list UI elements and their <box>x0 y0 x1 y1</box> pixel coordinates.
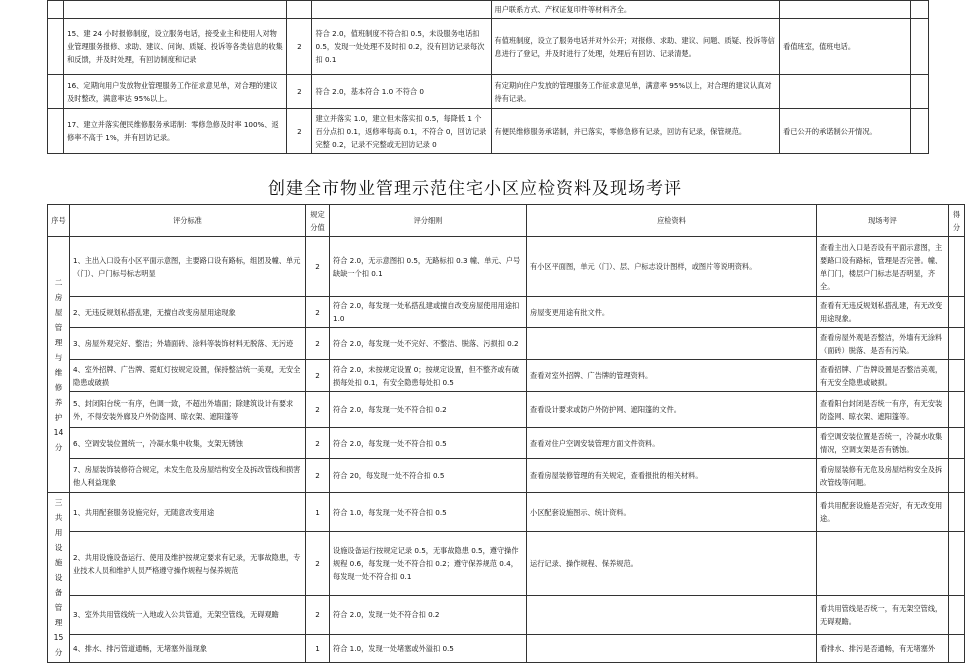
table-row <box>48 297 965 328</box>
score-cell: 2 <box>306 595 330 634</box>
score-cell: 2 <box>306 297 330 328</box>
category-cell <box>48 19 64 75</box>
criteria-cell: 5、封闭阳台统一有序，色调一致，不超出外墙面；除建筑设计有要求外，不得安装外廊及户外防盗网、晾衣架、遮阳篷等 <box>70 392 306 428</box>
header-material: 应检资料 <box>527 205 817 237</box>
get-score-cell <box>949 428 965 459</box>
detail-cell: 建立并落实 1.0，建立但未落实扣 0.5，每降低 1 个百分点扣 0.1，返修率每高 0.1，不符合 0，回访记录完整 0.2，记录不完整或无回访记录 0 <box>312 109 491 154</box>
detail-cell: 符合 20，每发现一处不符合扣 0.5 <box>330 459 527 493</box>
inspection-table <box>47 204 965 663</box>
table-row <box>48 428 965 459</box>
detail-cell: 符合 2.0，每发现一处私搭乱建或擅自改变房屋使用用途扣 1.0 <box>330 297 527 328</box>
detail-cell: 符合 2.0，无示意图扣 0.5，无路标扣 0.3 幢、单元、户号缺缺一个扣 0.1 <box>330 237 527 297</box>
score-cell: 2 <box>287 19 312 75</box>
get-score-cell <box>949 595 965 634</box>
header-row <box>48 205 965 237</box>
review-cell: 看共用配套设施是否完好，有无改变用途。 <box>817 493 949 532</box>
review-cell: 看排水、排污是否通畅，有无堵塞外 <box>817 635 949 663</box>
table-row <box>48 19 929 75</box>
table-row <box>48 532 965 595</box>
detail-cell: 符合 1.0，发现一处堵塞或外溢扣 0.5 <box>330 635 527 663</box>
header-get-score: 得分 <box>949 205 965 237</box>
table-row <box>48 328 965 360</box>
review-cell: 查看有无违反规划私搭乱建，有无改变用途现象。 <box>817 297 949 328</box>
previous-page-table <box>47 0 929 154</box>
criteria-cell: 16、定期向用户发放物业管理服务工作征求意见单，对合理的建议及时整改，满意率达 95%以上。 <box>64 75 287 109</box>
header-seq: 序号 <box>48 205 70 237</box>
detail-cell: 符合 2.0，未按规定设置 0；按规定设置，但不整齐或有破损每处扣 0.1，有安全隐患每处扣 0.5 <box>330 360 527 392</box>
category-cell: 二房屋管理与维修养护 14 分 <box>48 237 70 493</box>
material-cell: 有小区平面图，单元（门）、层、户标志设计图样，或图片等说明资料。 <box>527 237 817 297</box>
score-cell: 2 <box>287 75 312 109</box>
table-row <box>48 75 929 109</box>
table-row <box>48 109 929 154</box>
review-cell: 看已公开的承诺制公开情况。 <box>780 109 911 154</box>
detail-cell: 符合 2.0，每发现一处不符合扣 0.2 <box>330 392 527 428</box>
page-title: 创建全市物业管理示范住宅小区应检资料及现场考评 <box>268 179 682 199</box>
detail-cell: 符合 2.0，基本符合 1.0 不符合 0 <box>312 75 491 109</box>
score-cell: 2 <box>306 392 330 428</box>
criteria-cell <box>64 1 287 19</box>
category-cell <box>48 75 64 109</box>
review-cell: 查看房屋外观是否整洁，外墙有无涂料（面砖）脱落、是否有污染。 <box>817 328 949 360</box>
criteria-cell: 3、房屋外观完好、整洁；外墙面砖、涂料等装饰材料无脱落、无污迹 <box>70 328 306 360</box>
get-score-cell <box>949 360 965 392</box>
score-cell: 1 <box>306 635 330 663</box>
table-row <box>48 360 965 392</box>
material-cell: 小区配套设施图示、统计资料。 <box>527 493 817 532</box>
criteria-cell: 1、共用配套服务设施完好，无随意改变用途 <box>70 493 306 532</box>
get-score-cell <box>949 532 965 595</box>
score-cell: 2 <box>306 428 330 459</box>
material-cell: 运行记录、操作规程、保养规范。 <box>527 532 817 595</box>
material-cell: 房屋变更用途有批文件。 <box>527 297 817 328</box>
criteria-cell: 2、共用设施设备运行、使用及维护按规定要求有记录，无事故隐患，专业技术人员和维护人员严格遵守操作规程与保养规范 <box>70 532 306 595</box>
header-criteria: 评分标准 <box>70 205 306 237</box>
get-score-cell <box>949 493 965 532</box>
table-row <box>48 1 929 19</box>
score-cell: 2 <box>287 109 312 154</box>
detail-cell: 设施设备运行按规定记录 0.5，无事故隐患 0.5，遵守操作规程 0.6，每发现一处不符合扣 0.2；遵守保养规范 0.4，每发现一处不符合扣 0.1 <box>330 532 527 595</box>
score-cell: 2 <box>306 459 330 493</box>
get-score-cell <box>910 109 928 154</box>
score-cell: 2 <box>306 328 330 360</box>
material-cell <box>527 328 817 360</box>
category-cell <box>48 1 64 19</box>
header-review: 现场考评 <box>817 205 949 237</box>
material-cell: 查看房屋装修管理的有关规定，查看报批的相关材料。 <box>527 459 817 493</box>
criteria-cell: 1、主出入口设有小区平面示意图，主要路口设有路标，组团及幢、单元（门）、户门标号标志明显 <box>70 237 306 297</box>
table-row <box>48 493 965 532</box>
criteria-cell: 7、房屋装饰装修符合规定，未发生危及房屋结构安全及拆改管线和损害他人利益现象 <box>70 459 306 493</box>
detail-cell: 符合 2.0，值班制度不符合扣 0.5，未设服务电话扣 0.5，发现一处处理不及时扣 0.2，没有回访记录每次扣 0.1 <box>312 19 491 75</box>
criteria-cell: 2、无违反规划私搭乱建，无擅自改变房屋用途现象 <box>70 297 306 328</box>
detail-cell: 符合 1.0，每发现一处不符合扣 0.5 <box>330 493 527 532</box>
get-score-cell <box>949 459 965 493</box>
criteria-cell: 3、室外共用管线统一入地或入公共管道，无架空管线，无碍观瞻 <box>70 595 306 634</box>
get-score-cell <box>949 297 965 328</box>
review-cell: 看共用管线是否统一，有无架空管线，无碍观瞻。 <box>817 595 949 634</box>
review-cell: 看房屋装修有无危及房屋结构安全及拆改管线等问题。 <box>817 459 949 493</box>
get-score-cell <box>949 328 965 360</box>
review-cell: 查看阳台封闭是否统一有序，有无安装防盗网、晾衣架、遮阳篷等。 <box>817 392 949 428</box>
get-score-cell <box>949 635 965 663</box>
table-row <box>48 459 965 493</box>
material-cell <box>527 635 817 663</box>
material-cell: 有定期向住户发放的管理服务工作征求意见单，满意率 95%以上，对合理的建议认真对待有记录。 <box>491 75 780 109</box>
score-cell: 2 <box>306 532 330 595</box>
review-cell: 查看招牌、广告牌设置是否整洁美观，有无安全隐患或破损。 <box>817 360 949 392</box>
material-cell: 用户联系方式、产权证复印件等材料齐全。 <box>491 1 780 19</box>
material-cell: 有值班制度，设立了服务电话并对外公开；对报修、求助、建议、问题、质疑、投诉等信息进行了登记，并及时进行了处理，处理后有回访、记录清楚。 <box>491 19 780 75</box>
table-row <box>48 635 965 663</box>
criteria-cell: 4、室外招牌、广告牌、霓虹灯按规定设置，保持整洁统一美观，无安全隐患或破损 <box>70 360 306 392</box>
category-cell: 三共用设施设备管理 15 分 <box>48 493 70 663</box>
header-detail: 评分细则 <box>330 205 527 237</box>
criteria-cell: 4、排水、排污管道通畅，无堵塞外溢现象 <box>70 635 306 663</box>
criteria-cell: 17、建立并落实便民维修服务承诺制：零修急修及时率 100%、返修率不高于 1%，并有回访记录。 <box>64 109 287 154</box>
table-row <box>48 237 965 297</box>
header-score: 规定分值 <box>306 205 330 237</box>
review-cell <box>780 1 911 19</box>
get-score-cell <box>910 19 928 75</box>
get-score-cell <box>910 1 928 19</box>
review-cell <box>817 532 949 595</box>
get-score-cell <box>949 392 965 428</box>
table-row <box>48 595 965 634</box>
material-cell: 查看设计要求或防户外防护网、遮阳篷的文件。 <box>527 392 817 428</box>
material-cell: 查看对住户空调安装管理方面文件资料。 <box>527 428 817 459</box>
category-cell <box>48 109 64 154</box>
detail-cell: 符合 2.0，每发现一处不符合扣 0.5 <box>330 428 527 459</box>
get-score-cell <box>910 75 928 109</box>
get-score-cell <box>949 237 965 297</box>
table-row <box>48 392 965 428</box>
criteria-cell: 6、空调安装位置统一，冷凝水集中收集，支架无锈蚀 <box>70 428 306 459</box>
detail-cell <box>312 1 491 19</box>
review-cell <box>780 75 911 109</box>
material-cell: 有便民维修服务承诺制，并已落实，零修急修有记录，回访有记录，保管规范。 <box>491 109 780 154</box>
score-cell: 1 <box>306 493 330 532</box>
review-cell: 看空调安装位置是否统一，冷凝水收集情况，空调支架是否有锈蚀。 <box>817 428 949 459</box>
criteria-cell: 15、建 24 小时报修制度，设立服务电话，接受业主和使用人对物业管理服务报修、求助、建议、问询、质疑、投诉等各类信息的收集和反馈，并及时处理，有回访制度和记录 <box>64 19 287 75</box>
detail-cell: 符合 2.0，每发现一处不完好、不整洁、脱落、污损扣 0.2 <box>330 328 527 360</box>
material-cell: 查看对室外招牌、广告牌的管理资料。 <box>527 360 817 392</box>
score-cell <box>287 1 312 19</box>
score-cell: 2 <box>306 237 330 297</box>
material-cell <box>527 595 817 634</box>
review-cell: 查看主出入口是否设有平面示意图，主要路口设有路标，管理是否完善。幢、单门门，楼层户门标志是否明显，齐全。 <box>817 237 949 297</box>
score-cell: 2 <box>306 360 330 392</box>
detail-cell: 符合 2.0，发现一处不符合扣 0.2 <box>330 595 527 634</box>
review-cell: 看值班室，值班电话。 <box>780 19 911 75</box>
